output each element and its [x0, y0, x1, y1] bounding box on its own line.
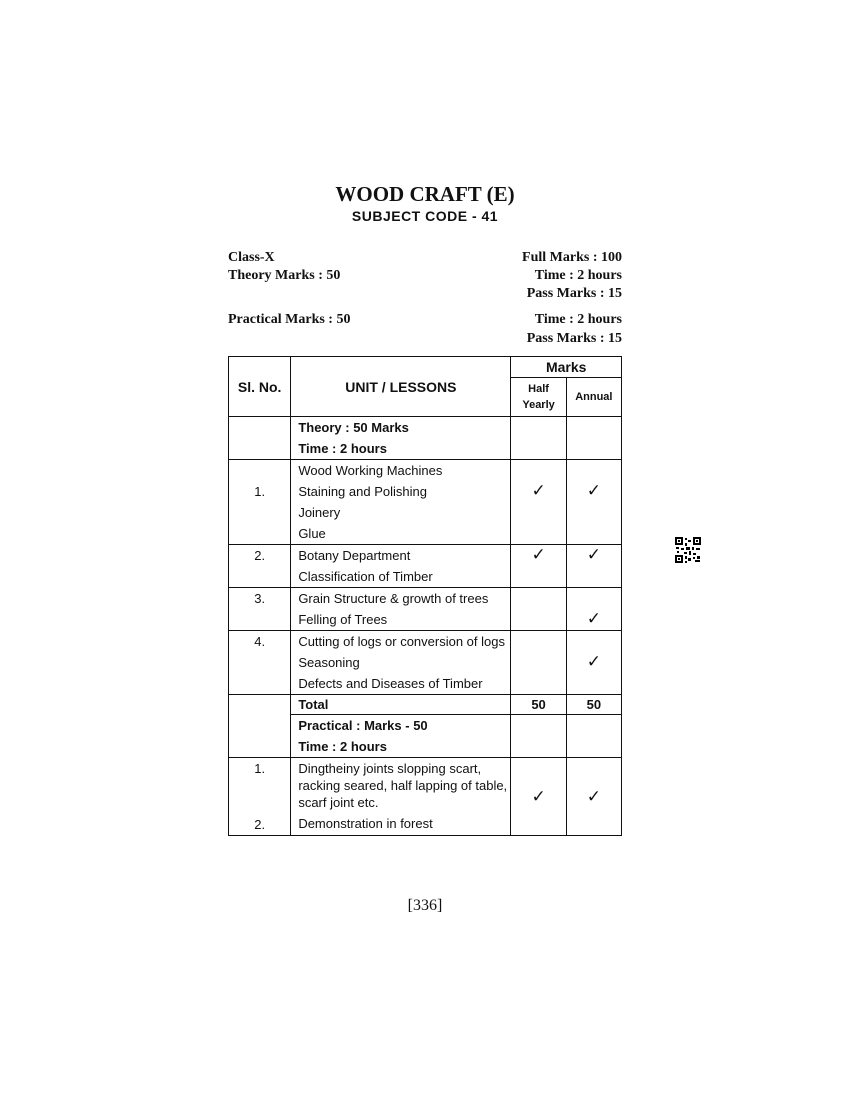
practical-time: Time : 2 hours: [534, 312, 622, 327]
row-sl: 1.: [254, 761, 266, 776]
lesson-item: Glue: [298, 526, 326, 541]
check-icon: ✓: [586, 652, 601, 671]
total-row: [229, 695, 622, 715]
row-sl: 2.: [254, 548, 266, 563]
row-sl: 3.: [254, 591, 266, 606]
check-icon: ✓: [586, 786, 601, 806]
page-number: [336]: [407, 897, 443, 914]
table-row: [229, 758, 622, 836]
practical-time-row: Time : 2 hours: [298, 739, 387, 754]
table-row: [229, 417, 622, 460]
table-row: [229, 715, 622, 758]
check-icon: ✓: [531, 481, 546, 500]
lesson-item: Staining and Polishing: [298, 484, 427, 499]
lesson-item: Cutting of logs or conversion of logs: [298, 634, 505, 649]
row-sl: 4.: [254, 634, 266, 649]
row-sl: 2.: [254, 817, 266, 832]
qr-code-icon: [675, 537, 701, 563]
header-sl-no: Sl. No.: [229, 357, 291, 417]
practical-heading: Practical : Marks - 50: [298, 718, 428, 733]
theory-time-row: Time : 2 hours: [298, 441, 387, 456]
subject-code: SUBJECT CODE - 41: [351, 208, 499, 224]
lesson-item: Felling of Trees: [298, 612, 388, 627]
lesson-item: Joinery: [298, 505, 341, 520]
header-marks: Marks: [511, 357, 622, 378]
class-label: Class-X: [228, 250, 275, 265]
table-row: [229, 545, 622, 588]
syllabus-table: [228, 356, 622, 836]
check-icon: ✓: [586, 609, 601, 628]
page-title: WOOD CRAFT (E): [335, 182, 515, 206]
lesson-item: Dingtheiny joints slopping scart, racking seared, half lapping of table, scarf joint etc.: [298, 761, 508, 810]
header-half-yearly: Half Yearly: [511, 378, 566, 417]
lesson-item: Demonstration in forest: [298, 816, 433, 831]
lesson-item: Grain Structure & growth of trees: [298, 591, 489, 606]
lesson-item: Seasoning: [298, 655, 360, 670]
check-icon: ✓: [531, 786, 546, 806]
theory-heading: Theory : 50 Marks: [298, 420, 409, 435]
lesson-item: Wood Working Machines: [298, 463, 443, 478]
practical-marks: Practical Marks : 50: [228, 312, 351, 327]
table-row: [229, 460, 622, 545]
total-annual: 50: [586, 697, 602, 712]
table-row: [229, 631, 622, 695]
full-marks: Full Marks : 100: [522, 250, 622, 265]
lesson-item: Defects and Diseases of Timber: [298, 676, 483, 691]
lesson-item: Botany Department: [298, 548, 411, 563]
check-icon: ✓: [531, 545, 546, 564]
practical-pass-marks: Pass Marks : 15: [526, 331, 622, 346]
theory-time: Time : 2 hours: [534, 268, 622, 283]
theory-pass-marks: Pass Marks : 15: [526, 286, 622, 301]
check-icon: ✓: [586, 481, 601, 500]
total-label: Total: [298, 697, 329, 712]
header-annual: Annual: [566, 378, 621, 417]
header-unit-lessons: UNIT / LESSONS: [291, 357, 511, 417]
lesson-item: Classification of Timber: [298, 569, 433, 584]
theory-marks: Theory Marks : 50: [228, 268, 341, 283]
total-half-yearly: 50: [531, 697, 546, 712]
table-row: [229, 588, 622, 631]
row-sl: 1.: [254, 484, 266, 499]
check-icon: ✓: [586, 545, 601, 564]
